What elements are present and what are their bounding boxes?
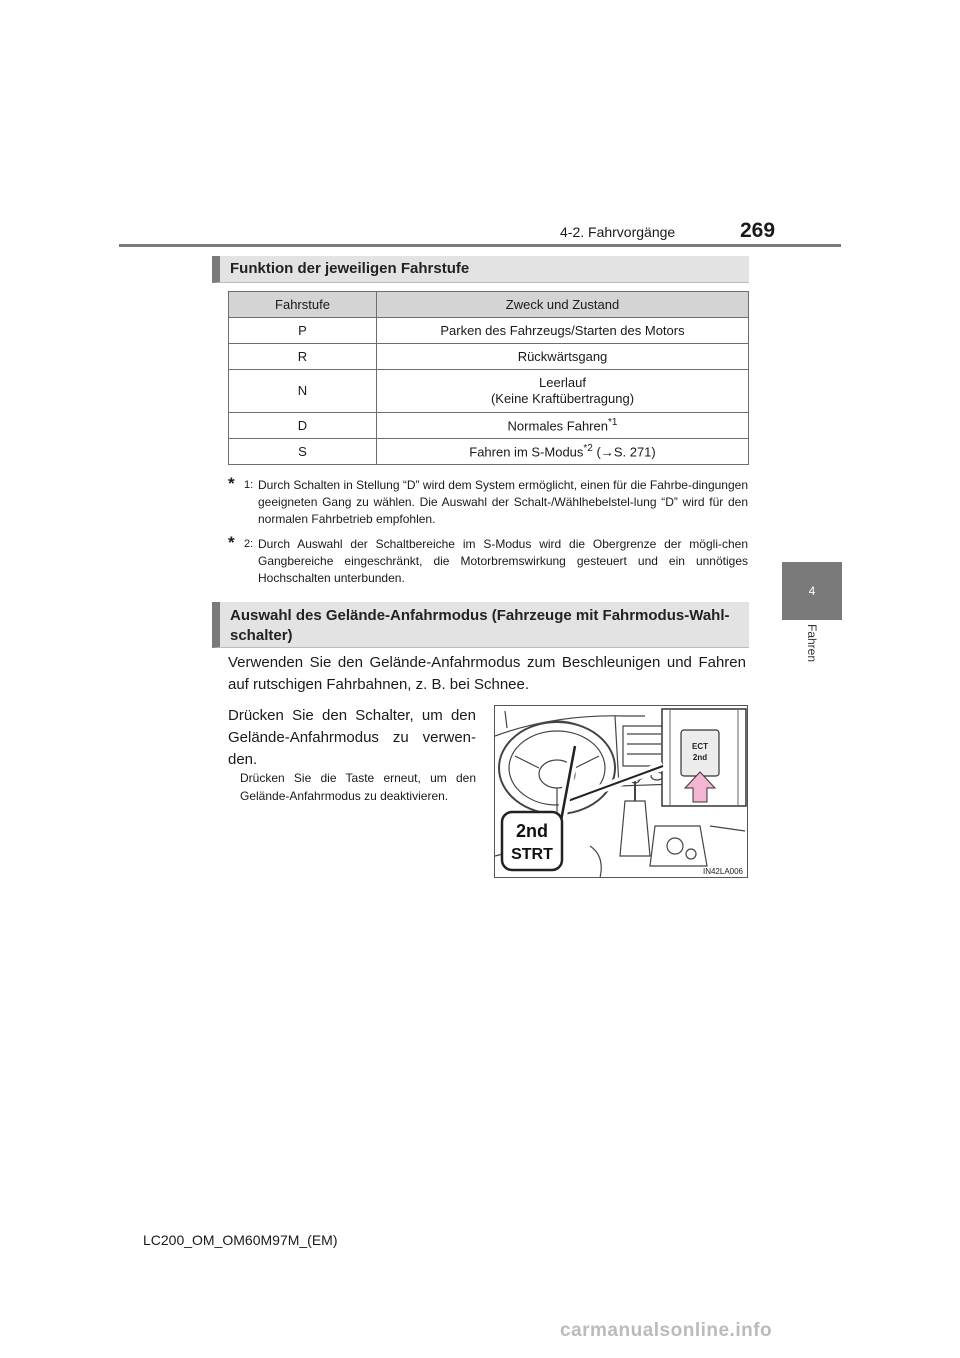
description-line: Leerlauf bbox=[539, 375, 586, 390]
footnote-ref: *2 bbox=[583, 443, 593, 455]
table-row bbox=[229, 370, 749, 413]
gear-cell: P bbox=[229, 318, 377, 344]
footnote-star: * bbox=[228, 474, 235, 493]
footnote-ref: *1 bbox=[607, 417, 618, 429]
section-title-gear-functions: Funktion der jeweiligen Fahrstufe bbox=[212, 256, 749, 283]
table-row bbox=[229, 413, 749, 439]
description-cell bbox=[377, 370, 749, 413]
description-text: Normales Fahren bbox=[507, 418, 608, 434]
description-line: (Keine Kraftübertragung) bbox=[490, 391, 635, 406]
chapter-label: Fahren bbox=[805, 624, 819, 663]
description-cell: Rückwärtsgang bbox=[377, 344, 749, 370]
table-row bbox=[229, 439, 749, 465]
document-id: LC200_OM_OM60M97M_(EM) bbox=[143, 1232, 338, 1248]
description-cell bbox=[377, 439, 749, 465]
gear-cell: N bbox=[229, 370, 377, 413]
column-header: Zweck und Zustand bbox=[377, 292, 749, 318]
section-heading: 4-2. Fahrvorgänge bbox=[560, 224, 676, 240]
switch-label-bottom: 2nd bbox=[692, 753, 708, 762]
column-header: Fahrstufe bbox=[229, 292, 377, 318]
header-divider bbox=[119, 244, 841, 247]
dashboard-drawing bbox=[495, 706, 748, 878]
switch-label-top: ECT bbox=[692, 742, 708, 751]
instruction-paragraph: Drücken Sie den Schalter, um den Gelände-Anfahrmodus zu verwen-den. bbox=[228, 707, 476, 768]
chapter-tab bbox=[782, 562, 842, 620]
table-row bbox=[229, 318, 749, 344]
watermark-text: carmanualsonline.info bbox=[560, 1320, 773, 1341]
description-text: Fahren im S-Modus bbox=[469, 444, 584, 460]
gear-cell: S bbox=[229, 439, 377, 465]
footnote-mark: 2: bbox=[244, 538, 254, 550]
note-paragraph: Drücken Sie die Taste erneut, um den Gelände-Anfahrmodus zu deaktivieren. bbox=[240, 771, 476, 803]
figure-code: IN42LA006 bbox=[702, 867, 743, 876]
footnote-mark: 1: bbox=[244, 479, 254, 491]
page-reference: (→S. 271) bbox=[596, 444, 656, 460]
description-cell bbox=[377, 413, 749, 439]
table-header-row bbox=[229, 292, 749, 318]
footnote-1 bbox=[228, 474, 748, 528]
button-label-bottom: STRT bbox=[511, 846, 553, 863]
description-cell: Parken des Fahrzeugs/Starten des Motors bbox=[377, 318, 749, 344]
section-title-offroad-start: Auswahl des Gelände-Anfahrmodus (Fahrzeuge mit Fahrmodus-Wahl-schalter) bbox=[212, 602, 749, 648]
page-number: 269 bbox=[740, 219, 776, 242]
dashboard-illustration bbox=[494, 705, 748, 878]
button-label-top: 2nd bbox=[515, 821, 549, 841]
footnote-text: Durch Auswahl der Schaltbereiche im S-Modus wird die Obergrenze der mögli-chen Gangbereiche eingeschränkt, die Motorbremswirkung gesteuert und ein unnötiges Hochschalten unterbunden. bbox=[258, 537, 748, 585]
intro-paragraph: Verwenden Sie den Gelände-Anfahrmodus zum Beschleunigen und Fahren auf rutschigen Fahrbahnen, z. B. bei Schnee. bbox=[228, 654, 746, 693]
gear-cell: D bbox=[229, 413, 377, 439]
footnote-2 bbox=[228, 533, 748, 587]
gear-table bbox=[228, 291, 749, 465]
footnote-text: Durch Schalten in Stellung “D” wird dem System ermöglicht, einen für die Fahrbe-dingungen geeigneten Gang zu wählen. Die Auswahl der Schalt-/Wählhebelstel-lung “D” wird für den normalen Fahrbetrieb empfohlen. bbox=[258, 478, 748, 526]
footnote-star: * bbox=[228, 533, 235, 552]
table-row bbox=[229, 344, 749, 370]
chapter-number: 4 bbox=[808, 584, 816, 598]
gear-cell: R bbox=[229, 344, 377, 370]
